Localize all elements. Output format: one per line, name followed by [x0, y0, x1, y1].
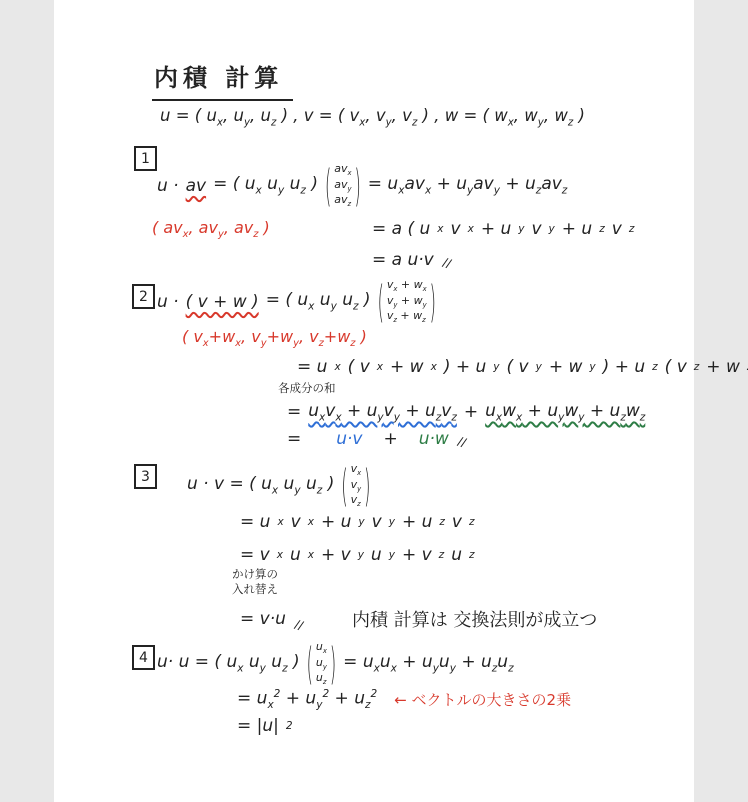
- eq1-result: = a u·v: [372, 250, 434, 270]
- eq1-scalar-vector-term: av: [185, 175, 207, 196]
- vec-entry: $v_z$: [350, 493, 361, 509]
- section-2-note-component-sum: 各成分の和: [278, 381, 336, 395]
- eq2-uw-terms: $u_xw_x + u_yw_y + u_zw_z$: [485, 401, 646, 424]
- vec-entry: $av_x$: [334, 162, 352, 178]
- eq2-lhs: u ·: [157, 291, 179, 312]
- vec-entry: $u_z$: [315, 671, 327, 687]
- section-2-equation-line-4: [287, 429, 466, 449]
- vec-entry: $u_x$: [315, 640, 327, 656]
- eq2-column-vector: [377, 275, 436, 328]
- notebook-page: [54, 0, 740, 802]
- plus-sign: +: [383, 429, 398, 449]
- open-paren: (: [341, 459, 348, 512]
- section-3-commutative-law-comment: 内積 計算は 交換法則が成立つ: [351, 610, 598, 631]
- close-paren: ): [364, 459, 371, 512]
- section-3-equation-line-2: = u x v x + u y v y + u z v z: [240, 512, 475, 532]
- eq3-head: u · v = ( $u_x$ $u_y$ $u_z$ ): [187, 474, 335, 497]
- eq1-expanded: = $u_xav_x + u_yav_y + u_zav_z$: [367, 174, 568, 197]
- vec-entry: $av_z$: [334, 193, 352, 209]
- section-4-equation-line-3: = |u| 2: [237, 716, 293, 736]
- vec-entry: $v_z + w_z$: [386, 309, 426, 325]
- equals-sign: =: [287, 429, 302, 449]
- section-1-equation-line-2: = a ( u x v x + u y v y + u z v z: [372, 219, 635, 239]
- vec-entry: $v_x + w_x$: [386, 278, 427, 294]
- close-paren: ): [429, 275, 436, 328]
- section-2-equation-line-1: [157, 275, 436, 328]
- eq4-head: u· u = ( $u_x$ $u_y$ $u_z$ ): [157, 652, 300, 675]
- eq2-result-uv: u·v: [336, 429, 363, 449]
- open-paren: (: [324, 159, 332, 212]
- vec-entry: $v_x$: [350, 462, 362, 478]
- eq3-column-vector: [341, 459, 371, 512]
- eq1-column-vector: [324, 159, 361, 212]
- section-2-red-annotation: ( $v_x+w_x$, $v_y+w_y$, $v_z+w_z$ ): [182, 327, 367, 350]
- section-1-equation-line-1: [157, 159, 568, 212]
- page-title: 内積 計算: [152, 58, 293, 101]
- eq4-squares: = $u_x^2 + u_y^2 + u_z^2$: [237, 688, 378, 712]
- eq2-sum-term: ( v + w ): [185, 291, 259, 312]
- close-paren: ): [329, 637, 337, 690]
- vec-entry: $av_y$: [334, 177, 352, 193]
- end-mark: //: [440, 255, 453, 271]
- section-2-number: 2: [132, 284, 155, 309]
- section-4-equation-line-2: [237, 688, 571, 711]
- eq4-column-vector: [306, 637, 337, 690]
- eq1-row-vector: = ( $u_x$ $u_y$ $u_z$ ): [213, 174, 318, 197]
- eq2-uv-terms: $u_xv_x + u_yv_y + u_zv_z$: [308, 401, 457, 424]
- vector-definitions: u = ( $u_x$, $u_y$, $u_z$ ) , v = ( $v_x$, $v_y$, $v_z$ ) , w = ( $w_x$, $w_y$, $w_z$ ): [160, 106, 585, 129]
- open-paren: (: [306, 637, 313, 690]
- section-3-equation-line-1: [187, 459, 371, 512]
- eq2-result-uw: u·w: [418, 429, 449, 449]
- note-line-2: 入れ替え: [232, 581, 278, 596]
- eq4-expanded: = $u_xu_x + u_yu_y + u_zu_z$: [343, 652, 514, 675]
- end-mark: //: [292, 617, 305, 633]
- end-mark: //: [455, 434, 468, 450]
- eq2-row-vector: = ( $u_x$ $u_y$ $u_z$ ): [265, 290, 371, 313]
- open-paren: (: [377, 275, 384, 328]
- section-1-red-annotation: ( $av_x$, $av_y$, $av_z$ ): [152, 218, 270, 241]
- section-4-equation-line-1: [157, 637, 514, 690]
- section-1-number: 1: [134, 146, 157, 171]
- section-3-note-multiplication-swap: [232, 567, 278, 597]
- section-3-equation-line-3: = v x u x + v y u y + v z u z: [240, 545, 475, 565]
- note-line-1: かけ算の: [232, 567, 278, 581]
- eq3-result: = v·u: [240, 609, 286, 629]
- vec-entry: $v_y$: [350, 477, 362, 493]
- eq1-lhs: u ·: [157, 175, 179, 196]
- section-3-equation-line-4: [240, 606, 597, 632]
- section-2-equation-line-2: = u x ( v x + w x ) + u y ( v y + w y ) + u z ( v z + w: [297, 357, 740, 377]
- plus-sign: +: [463, 402, 479, 423]
- section-2-equation-line-3: [287, 401, 645, 423]
- section-1-equation-line-3: [372, 250, 451, 270]
- vec-entry: $v_y + w_y$: [386, 293, 427, 309]
- section-4-red-magnitude-note: ← ベクトルの大きさの2乗: [394, 691, 572, 710]
- equals-sign: =: [287, 402, 302, 423]
- section-4-number: 4: [132, 645, 155, 670]
- vec-entry: $u_y$: [315, 655, 327, 671]
- section-3-number: 3: [134, 464, 157, 489]
- close-paren: ): [354, 159, 361, 212]
